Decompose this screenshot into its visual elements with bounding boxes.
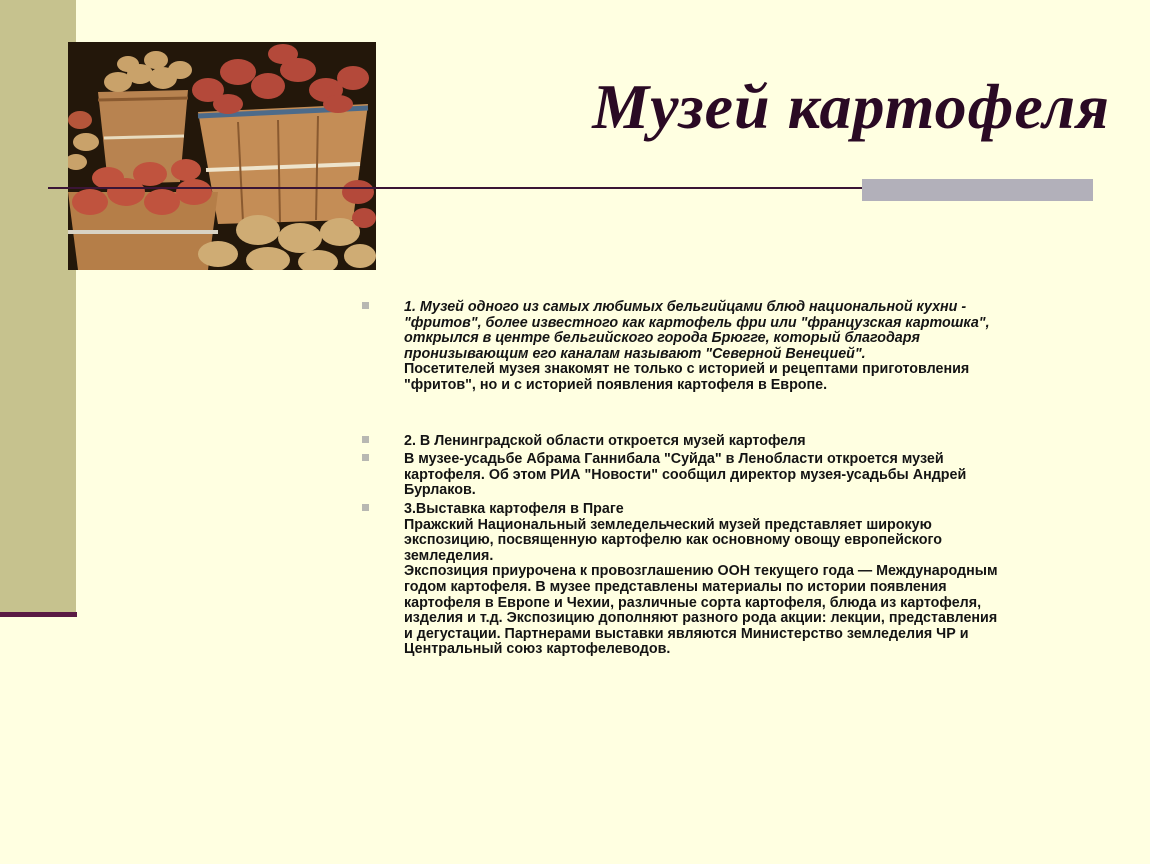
text-line: 2. В Ленинградской области откроется музей картофеля: [404, 432, 806, 449]
potato-photo: [68, 42, 376, 270]
bullet-item-leningrad-heading: [360, 434, 1100, 450]
spacer: [360, 394, 1100, 434]
text-line: земледелия.: [404, 547, 494, 564]
text-line: "фритов", но и с историей появления картофеля в Европе.: [404, 376, 828, 393]
text-line: картофеля в Европе и Чехии, различные сорта картофеля, блюда из картофеля,: [404, 594, 982, 611]
bullet-icon: [362, 302, 369, 309]
text-line: экспозицию, посвященную картофелю как основному овощу европейского: [404, 532, 943, 549]
title-rule-bar: [862, 179, 1093, 201]
text-line: 1. Музей одного из самых любимых бельгийцами блюд национальной кухни -: [404, 299, 967, 315]
text-line: Бурлаков.: [404, 482, 476, 499]
text-line: открылся в центре бельгийского города Брюгге, который благодаря: [404, 330, 920, 347]
text-line: 3.Выставка картофеля в Праге: [404, 500, 624, 517]
text-line: Пражский Национальный земледельческий музей представляет широкую: [404, 516, 932, 533]
bullet-item-bruges-museum: [360, 300, 1100, 394]
text-line: Посетителей музея знакомят не только с историей и рецептами приготовления: [404, 361, 970, 378]
text-line: "фритов", более известного как картофель фри или "французская картошка",: [404, 314, 990, 331]
side-bar-line: [0, 612, 77, 617]
text-line: изделия и т.д. Экспозицию дополняют разного рода акции: лекции, представления: [404, 610, 998, 627]
text-line: годом картофеля. В музее представлены материалы по истории появления: [404, 578, 947, 595]
bullet-icon: [362, 436, 369, 443]
slide-content: [360, 300, 1100, 658]
bullet-item-suida-museum: [360, 452, 1100, 499]
text-line: и дегустации. Партнерами выставки являются Министерство земледелия ЧР и: [404, 625, 969, 642]
slide-title: Музей картофеля: [592, 71, 1110, 142]
bullet-icon: [362, 504, 369, 511]
text-line: Центральный союз картофелеводов.: [404, 641, 671, 658]
text-line: В музее-усадьбе Абрама Ганнибала "Суйда" в Ленобласти откроется музей: [404, 451, 944, 468]
potato-baskets-image: [68, 42, 376, 270]
side-bar: [0, 0, 76, 612]
text-line: пронизывающим его каналам называют "Северной Венецией".: [404, 345, 866, 362]
text-line: Экспозиция приурочена к провозглашению ООН текущего года — Международным: [404, 563, 998, 580]
bullet-icon: [362, 454, 369, 461]
bullet-item-prague-exhibition: [360, 502, 1100, 658]
text-line: картофеля. Об этом РИА "Новости" сообщил директор музея-усадьбы Андрей: [404, 466, 967, 483]
